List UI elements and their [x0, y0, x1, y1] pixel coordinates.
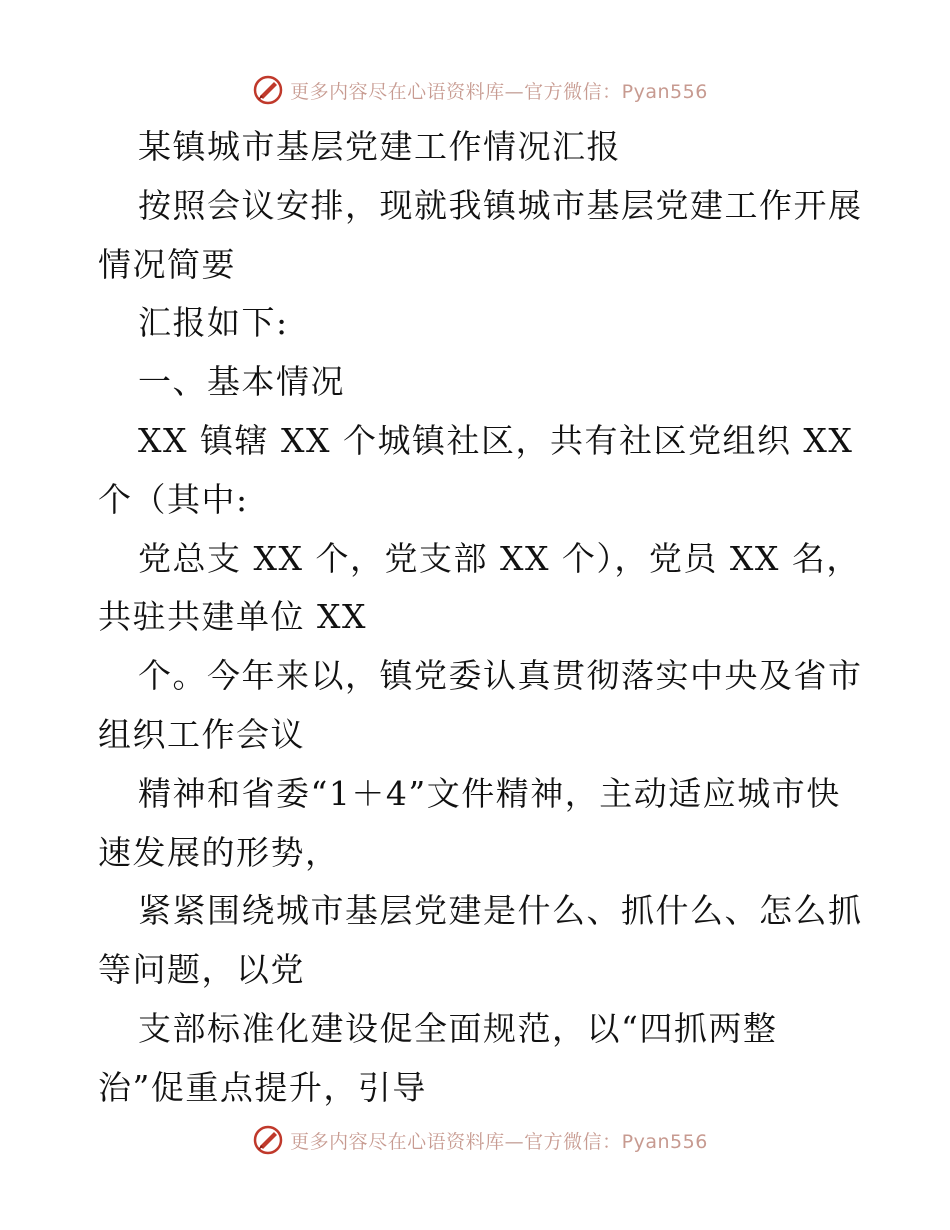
- section-heading: 一、基本情况: [138, 362, 345, 402]
- paragraph-line: 共驻共建单位 XX: [98, 597, 367, 637]
- paragraph-line: 等问题，以党: [98, 950, 305, 990]
- paragraph-line: 个（其中:: [98, 479, 249, 519]
- paragraph-line: 精神和省委“1＋4”文件精神，主动适应城市快: [138, 773, 841, 813]
- paragraph-line: 组织工作会议: [98, 714, 305, 754]
- document-title: 某镇城市基层党建工作情况汇报: [138, 127, 621, 166]
- paragraph-line: 按照会议安排，现就我镇城市基层党建工作开展: [138, 185, 863, 225]
- footer-banner: [0, 1120, 950, 1160]
- paragraph-line: 紧紧围绕城市基层党建是什么、抓什么、怎么抓: [138, 891, 863, 931]
- paragraph-line: 个。今年来以，镇党委认真贯彻落实中央及省市: [138, 656, 863, 696]
- banner-brand-text: 更多内容尽在心语资料库: [290, 80, 505, 103]
- paragraph-line: 党总支 XX 个，党支部 XX 个），党员 XX 名，: [138, 538, 861, 578]
- paragraph-line: 情况简要: [98, 244, 236, 284]
- brand-logo-icon: [252, 1124, 284, 1156]
- paragraph-line: 治”促重点提升，引导: [98, 1067, 427, 1107]
- banner-separator: —: [504, 1130, 525, 1153]
- paragraph-line: 支部标准化建设促全面规范，以“四抓两整: [138, 1008, 778, 1048]
- banner-contact-text: 官方微信：Pyan556: [524, 1130, 708, 1153]
- banner-contact-text: 官方微信：Pyan556: [524, 80, 708, 103]
- banner-separator: —: [504, 80, 525, 103]
- paragraph-line: XX 镇辖 XX 个城镇社区，共有社区党组织 XX: [138, 420, 854, 460]
- banner-brand-text: 更多内容尽在心语资料库: [290, 1130, 505, 1153]
- header-banner: [0, 70, 950, 110]
- paragraph-line: 汇报如下:: [138, 303, 289, 343]
- paragraph-line: 速发展的形势，: [98, 832, 340, 872]
- document-body: [98, 118, 863, 1118]
- brand-logo-icon: [252, 74, 284, 106]
